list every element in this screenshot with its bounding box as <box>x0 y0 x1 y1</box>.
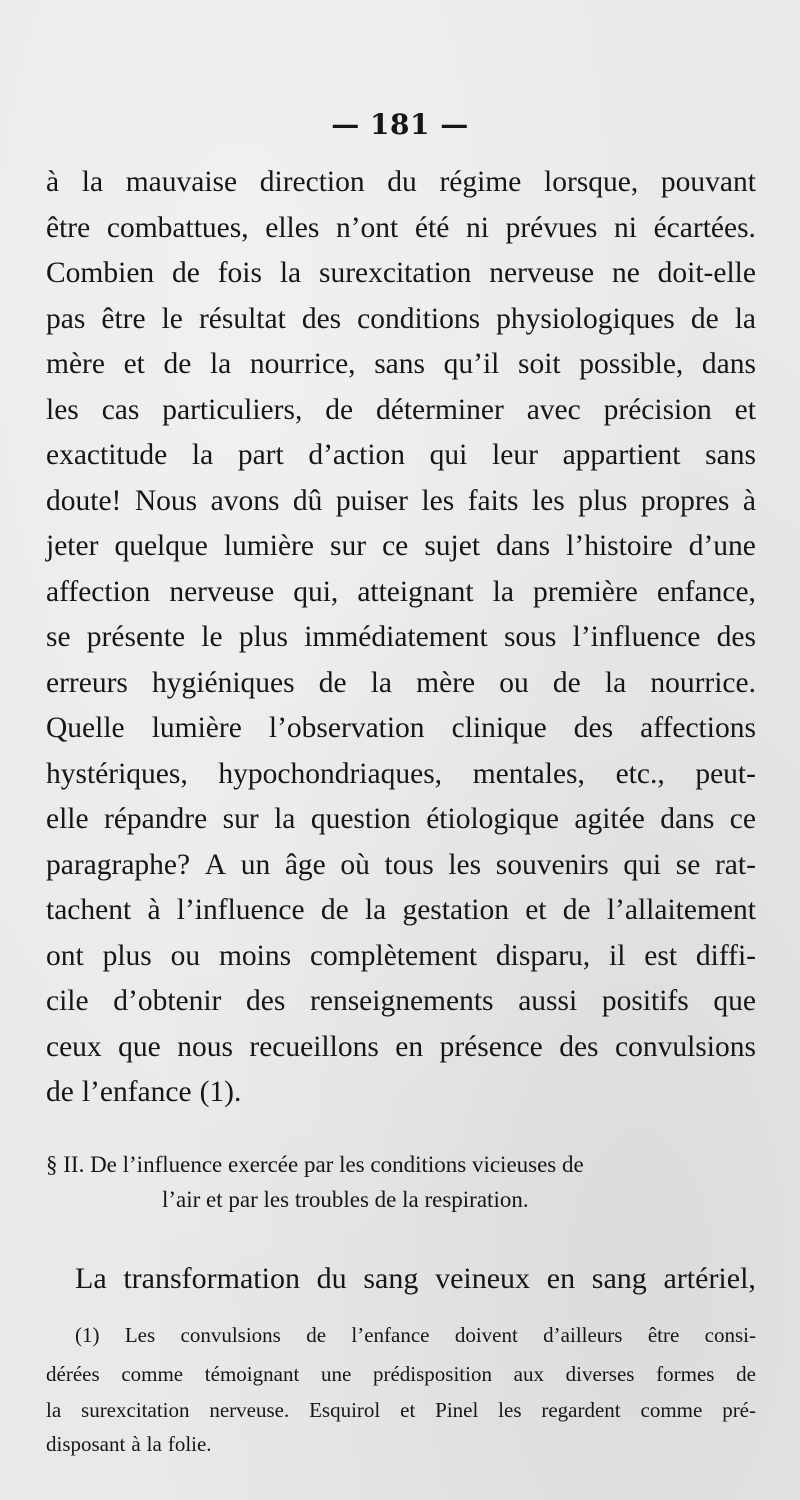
word: être <box>647 1323 680 1347</box>
word: les <box>448 848 482 881</box>
word: gestation <box>402 894 509 926</box>
word: consi- <box>704 1323 756 1347</box>
word: paragraphe? <box>46 848 191 881</box>
word: leur <box>492 439 538 471</box>
body-line <box>46 666 756 699</box>
word: recueillons <box>249 1030 379 1063</box>
word: de <box>46 1076 74 1108</box>
body-line <box>46 848 756 881</box>
footnote-line <box>46 1432 756 1457</box>
word: convulsions <box>180 1323 281 1347</box>
word: particuliers, <box>162 393 303 426</box>
word: nous <box>177 1030 233 1063</box>
word: mentales, <box>472 757 585 790</box>
word: nerveuse. <box>209 1398 290 1422</box>
body-line <box>46 393 756 426</box>
word: souvenirs <box>495 848 609 881</box>
word: sujet <box>424 530 481 562</box>
word: l’allaitement <box>606 894 756 926</box>
word: du <box>387 166 417 198</box>
word: la <box>492 575 514 608</box>
word: Combien <box>46 257 155 289</box>
word: diverses <box>565 1362 635 1386</box>
word: peut- <box>695 757 756 790</box>
word: répandre <box>104 803 208 835</box>
body-line <box>46 987 756 1017</box>
body-line <box>46 259 756 289</box>
word: jeter <box>46 530 99 562</box>
word: qui, <box>293 575 339 608</box>
word: ni <box>613 211 637 244</box>
word: l’histoire <box>566 530 673 562</box>
word: l’influence <box>572 621 701 653</box>
word: appartient <box>562 439 681 471</box>
word: pré- <box>722 1398 756 1422</box>
word: mère <box>416 666 476 699</box>
word: la <box>46 1398 62 1422</box>
word: possible, <box>579 348 684 380</box>
word: précision <box>603 393 712 426</box>
word: de <box>562 894 591 926</box>
word: des <box>301 302 342 335</box>
word: Nous <box>134 484 198 517</box>
word: à <box>147 894 161 926</box>
body-line <box>46 714 756 744</box>
word: Quelle <box>46 712 125 744</box>
word: plus <box>578 484 628 517</box>
word: exactitude <box>46 439 168 471</box>
word: moins <box>218 939 292 972</box>
word: et <box>123 348 145 380</box>
word: artériel, <box>663 1262 756 1295</box>
word: dérées <box>46 1362 100 1386</box>
word: aussi <box>518 985 578 1017</box>
body-line <box>46 484 756 517</box>
word: se <box>675 848 701 881</box>
word: la <box>279 257 302 289</box>
word: sur <box>330 530 367 562</box>
body-line <box>46 441 756 471</box>
word: première <box>533 575 638 608</box>
word: ont <box>46 939 84 972</box>
word: regardent <box>541 1398 621 1422</box>
word: direction <box>259 166 365 198</box>
word: le <box>161 302 183 335</box>
word: elles <box>265 211 320 244</box>
word: atteignant <box>357 575 474 608</box>
word: de <box>318 666 347 699</box>
body-line <box>46 532 756 562</box>
word: folie. <box>167 1432 212 1456</box>
word: étiologique <box>426 803 559 835</box>
word: diffi- <box>695 939 756 972</box>
word: nourrice, <box>249 348 356 380</box>
word: et <box>400 1398 416 1422</box>
footnote-line <box>75 1323 756 1348</box>
word: mauvaise <box>125 166 238 198</box>
word: La <box>75 1262 107 1295</box>
section-heading-line-2: l’air et par les troubles de la respiration. <box>162 1187 529 1212</box>
word: Les <box>124 1323 156 1347</box>
word: de <box>163 348 192 380</box>
word: la <box>209 348 232 380</box>
word: ou <box>170 939 201 972</box>
word: soit <box>517 348 561 380</box>
word: veineux <box>435 1262 531 1295</box>
word: avec <box>526 393 581 426</box>
word: comme <box>121 1362 184 1386</box>
body-line <box>46 1030 756 1063</box>
word: quelque <box>114 530 208 562</box>
word: hystériques, <box>46 757 188 790</box>
body-line <box>46 757 756 790</box>
footnote-line <box>46 1398 756 1423</box>
word: l’influence <box>176 894 305 926</box>
word: la <box>364 894 387 926</box>
word: sans <box>374 348 425 380</box>
body-line <box>46 350 756 380</box>
body-line <box>46 211 756 244</box>
word: nerveuse <box>169 575 275 608</box>
word: et <box>525 894 547 926</box>
word: la <box>191 439 214 471</box>
word: puiser <box>335 484 408 517</box>
word: formes <box>656 1362 715 1386</box>
section-heading-line-1: § II. De l’influence exercée par les conditions vicieuses de <box>46 1152 584 1177</box>
word: d’ailleurs <box>543 1323 623 1347</box>
word: (1) <box>75 1323 100 1347</box>
word: les <box>531 484 565 517</box>
word: d’obtenir <box>113 985 222 1017</box>
word: aux <box>513 1362 544 1386</box>
word: ce <box>382 530 409 562</box>
word: lumière <box>223 530 314 562</box>
word: été <box>414 211 450 244</box>
word: régime <box>439 166 522 198</box>
word: il <box>609 939 626 972</box>
word: immédiatement <box>304 621 488 653</box>
body-line <box>46 575 756 608</box>
word: ou <box>499 666 529 699</box>
word: nourrice. <box>650 666 756 699</box>
word: l’enfance <box>351 1323 430 1347</box>
body-line <box>46 805 756 835</box>
word: propres <box>640 484 730 517</box>
word: nerveuse <box>489 257 595 289</box>
word: lumière <box>151 712 242 744</box>
word: se <box>46 621 71 653</box>
word: résultat <box>198 302 286 335</box>
word: pouvant <box>660 166 756 198</box>
word: part <box>237 439 284 471</box>
word: la <box>370 666 393 699</box>
word: sur <box>222 803 259 835</box>
word: qui <box>623 848 662 881</box>
word: de <box>320 894 349 926</box>
word: à <box>742 484 756 517</box>
word: écartées. <box>653 211 756 244</box>
word: faits <box>467 484 519 517</box>
word: positifs <box>601 985 689 1017</box>
word: sang <box>591 1262 647 1295</box>
word: des <box>559 1030 599 1063</box>
body-line <box>46 1078 756 1108</box>
word: dans <box>701 348 756 380</box>
word: clinique <box>451 712 547 744</box>
word: fois <box>217 257 262 289</box>
word: dans <box>660 803 715 835</box>
word: des <box>573 712 614 744</box>
word: Esquirol <box>309 1398 381 1422</box>
word: surexcitation <box>319 257 472 289</box>
word: présente <box>86 621 186 653</box>
word: qu’il <box>443 348 500 380</box>
word: combattues, <box>106 211 249 244</box>
word: conditions <box>357 302 481 335</box>
word: la <box>146 1432 162 1456</box>
word: doivent <box>454 1323 518 1347</box>
word: comme <box>640 1398 703 1422</box>
word: témoignant <box>204 1362 300 1386</box>
body-line <box>46 623 756 653</box>
word: à <box>46 166 60 198</box>
word: les <box>498 1398 522 1422</box>
word: que <box>713 985 756 1017</box>
word: du <box>316 1262 347 1295</box>
word: rat- <box>714 848 756 881</box>
word: où <box>340 848 370 881</box>
word: prévues <box>505 211 598 244</box>
word: cile <box>46 985 89 1017</box>
word: de <box>306 1323 327 1347</box>
body-line <box>46 302 756 335</box>
word: plus <box>102 939 152 972</box>
word: ce <box>729 803 756 835</box>
word: présence <box>439 1030 543 1063</box>
word: ne <box>611 257 640 289</box>
word: l’observation <box>268 712 425 744</box>
word: convulsions <box>614 1030 756 1063</box>
footnote-line <box>46 1362 756 1387</box>
next-paragraph-line <box>75 1262 756 1296</box>
word: tous <box>384 848 434 881</box>
body-line <box>46 939 756 972</box>
word: d’action <box>308 439 406 471</box>
body-line <box>46 896 756 926</box>
word: Pinel <box>435 1398 479 1422</box>
word: surexcitation <box>81 1398 190 1422</box>
word: les <box>46 393 79 426</box>
word: une <box>320 1362 352 1386</box>
word: est <box>644 939 678 972</box>
word: avons <box>210 484 280 517</box>
word: physiologiques <box>496 302 675 335</box>
word: enfance, <box>656 575 756 608</box>
word: ni <box>465 211 489 244</box>
word: affection <box>46 575 151 608</box>
word: la <box>81 166 104 198</box>
word: hygiéniques <box>152 666 295 699</box>
word: qui <box>429 439 468 471</box>
word: doute! <box>46 484 122 517</box>
word: des <box>716 621 756 653</box>
word: erreurs <box>46 666 128 699</box>
word: doit-elle <box>657 257 756 289</box>
word: plus <box>238 621 288 653</box>
word: de <box>325 393 354 426</box>
word: de <box>552 666 581 699</box>
word: question <box>310 803 411 835</box>
word: être <box>46 211 91 244</box>
word: lorsque, <box>544 166 639 198</box>
word: dû <box>292 484 323 517</box>
word: âge <box>284 848 326 881</box>
page-number: — 181 — <box>331 108 469 141</box>
word: des <box>246 985 286 1017</box>
word: déterminer <box>376 393 504 426</box>
word: transformation <box>123 1262 300 1295</box>
word: que <box>118 1030 161 1063</box>
word: n’ont <box>335 211 399 244</box>
word: disposant <box>46 1432 126 1456</box>
word: sous <box>503 621 557 653</box>
word: prédisposition <box>372 1362 492 1386</box>
word: de <box>736 1362 756 1386</box>
word: être <box>101 302 146 335</box>
word: de <box>690 302 719 335</box>
word: en <box>395 1030 424 1063</box>
word: renseignements <box>310 985 494 1017</box>
word: ceux <box>46 1030 102 1063</box>
word: sans <box>705 439 756 471</box>
word: à <box>131 1432 141 1456</box>
word: disparu, <box>495 939 591 972</box>
word: etc., <box>615 757 665 790</box>
word: dans <box>496 530 551 562</box>
word: d’une <box>688 530 756 562</box>
word: A <box>204 848 227 881</box>
word: complètement <box>309 939 478 972</box>
word: l’enfance <box>81 1076 192 1108</box>
word: un <box>240 848 271 881</box>
body-line <box>46 168 756 198</box>
word: affections <box>640 712 756 744</box>
word: et <box>734 393 756 426</box>
word: elle <box>46 803 89 835</box>
word: pas <box>46 302 86 335</box>
word: cas <box>101 393 140 426</box>
word: la <box>734 302 756 335</box>
word: la <box>274 803 296 835</box>
word: agitée <box>574 803 645 835</box>
word: (1). <box>199 1076 242 1108</box>
word: en <box>546 1262 576 1295</box>
word: de <box>172 257 200 289</box>
word: tachent <box>46 894 132 926</box>
word: la <box>604 666 627 699</box>
word: sang <box>363 1262 419 1295</box>
word: mère <box>46 348 105 380</box>
word: hypochondriaques, <box>218 757 443 790</box>
word: le <box>201 621 223 653</box>
word: les <box>421 484 455 517</box>
